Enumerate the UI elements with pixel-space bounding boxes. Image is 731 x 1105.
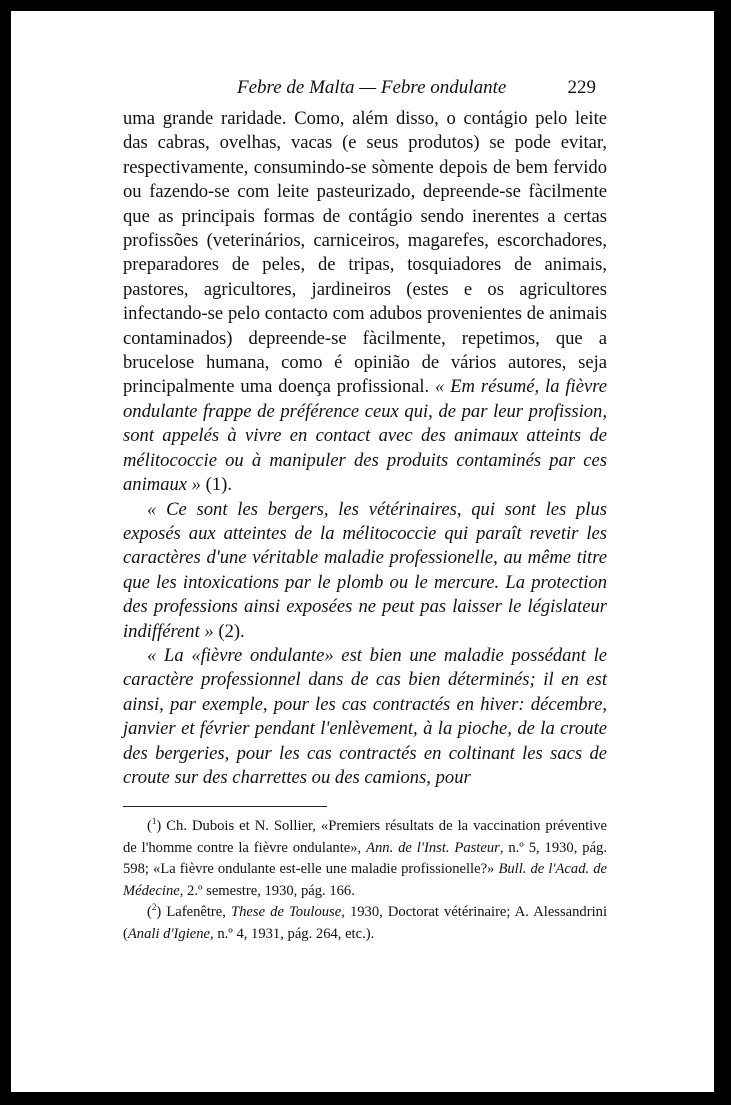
footnote-2-text-b: , 1930, Doctorat vétérinaire; A. Alessandrini ( (123, 904, 607, 942)
footnote-ref-1: (1). (205, 474, 232, 496)
footnote-ref-2: (2). (218, 620, 245, 642)
page-number: 229 (567, 77, 596, 98)
book-page (11, 11, 714, 1092)
paragraph-1-text: uma grande raridade. Como, além disso, o contágio pelo leite das cabras, ovelhas, vacas (e seus produtos) se pode evitar, respectivamente, consumindo-se sòmente depois de bem fervido ou fazendo-se com leite pasteurizado, depreende-se fàcilmente que as principais formas de contágio sendo inerentes a certas profissões (veterinários, carniceiros, magarefes, escorchadores, preparadores de peles, de tripas, tosquiadores de animais, pastores, agricultores, jardineiros (estes e os agricultores infectando-se pelo contacto com adubos provenientes de animais contaminados) depreende-se fàcilmente, repetimos, que a brucelose humana, como é opinião de vários autores, seja principalmente uma doença profissional. (123, 108, 607, 398)
paragraph-3 (123, 644, 607, 790)
footnote-2-mark: 2 (151, 902, 157, 913)
quote-1: « Em résumé, la fièvre ondulante frappe de préférence ceux qui, de par leur profission, sont appelés à vivre en contact avec des animaux atteints de mélitococcie ou à manipuler des produits contaminés par ces animaux » (123, 376, 607, 496)
footnote-1-journal: Ann. de l'Inst. Pasteur (366, 839, 500, 856)
footnote-1-text-b: , n.º 5, 1930, pág. 598; «La fièvre ondulante est-elle une maladie profissionelle?» (123, 839, 607, 877)
page-header (11, 69, 714, 99)
footnote-1-mark: 1 (151, 816, 157, 827)
footnotes (123, 816, 607, 945)
footnote-1: ($^1$) Ch. Dubois et N. Sollier, «Premiers résultats de la vaccination préventive de l'homme contre la fièvre ondulante», Ann. de l'Inst. Pasteur, n.º 5, 1930, pág. 598; «La fièvre ondulante est-elle une maladie profissionelle?» Bull. de l'Acad. de Médecine, 2.º semestre, 1930, pág. 166. (123, 816, 607, 899)
footnote-divider (123, 806, 327, 807)
footnote-2-journal: These de Toulouse (231, 904, 342, 920)
footnote-1-journal-b: Bull. de l'Acad. de Médecine (123, 861, 607, 899)
footnote-2-text: Lafenêtre, (161, 904, 232, 920)
footnote-2-journal-b: Anali d'Igiene (127, 925, 211, 942)
paragraph-1 (123, 107, 607, 498)
running-title: Febre de Malta — Febre ondulante (237, 77, 507, 98)
footnote-1-text-c: , 2.º semestre, 1930, pág. 166. (179, 882, 355, 899)
footnote-1-text: Ch. Dubois et N. Sollier, «Premiers résultats de la vaccination préventive de l'homme contre la fièvre ondulante», (123, 818, 607, 856)
main-text (123, 107, 607, 790)
quote-2: « Ce sont les bergers, les vétérinaires, qui sont les plus exposés aux atteintes de la mélitococcie qui paraît revetir les caractères d'une véritable maladie professionelle, au même titre que les intoxications par le plomb ou le mercure. La protection des professions ainsi exposées ne peut pas laisser le législateur indifférent » (123, 498, 607, 642)
footnote-2-text-c: , n.º 4, 1931, pág. 264, etc.). (210, 925, 375, 942)
quote-3: « La «fièvre ondulante» est bien une maladie possédant le caractère professionnel dans de cas bien déterminés; il en est ainsi, par exemple, pour les cas contractés en hiver: décembre, janvier et février pendant l'enlèvement, à la pioche, de la croute des bergeries, pour les cas contractés en coltinant les sacs de croute sur des charrettes ou des camions, pour (123, 644, 607, 788)
footnote-2: ($^2$) Lafenêtre, These de Toulouse, 1930, Doctorat vétérinaire; A. Alessandrini (Anali d'Igiene, n.º 4, 1931, pág. 264, etc.). (123, 902, 607, 942)
paragraph-2 (123, 498, 607, 644)
